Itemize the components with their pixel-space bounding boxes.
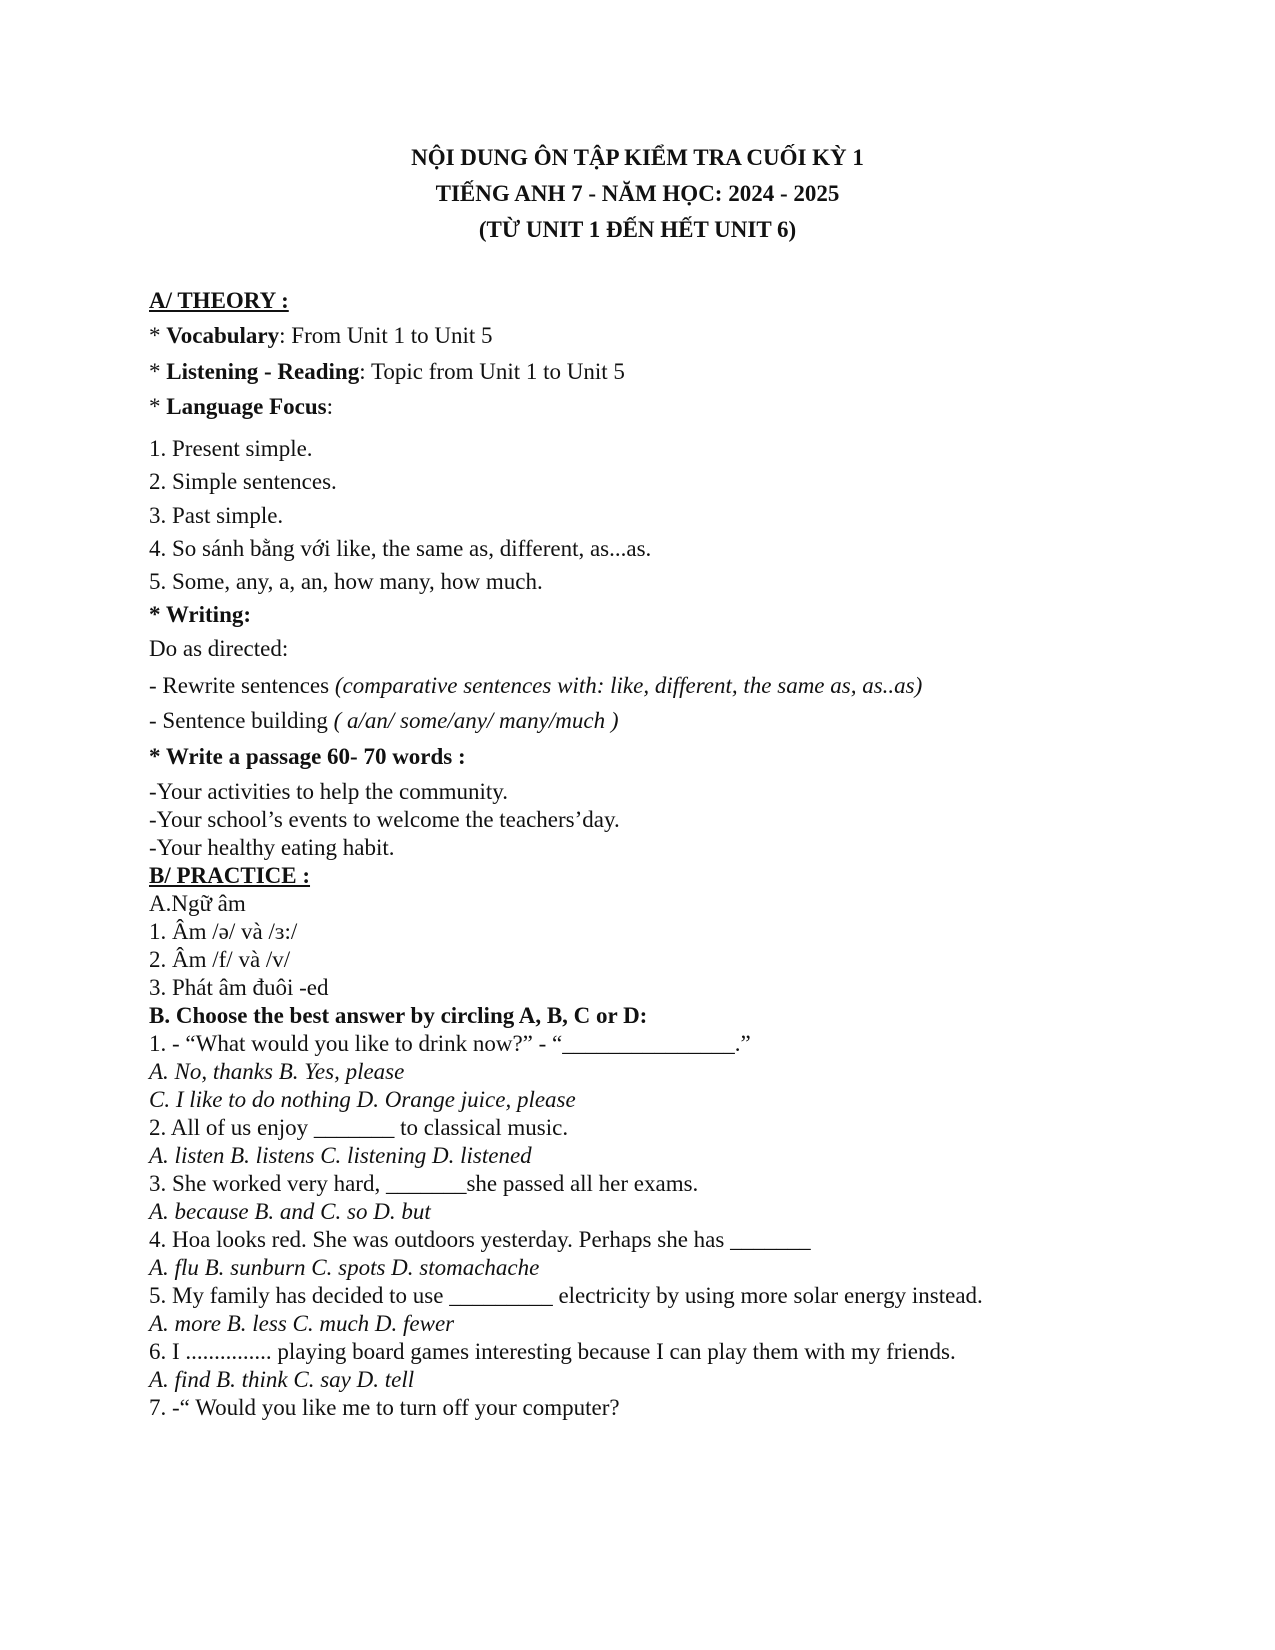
passage-topic: -Your activities to help the community. [149,779,509,804]
focus-item: 5. Some, any, a, an, how many, how much. [149,569,543,594]
phonetics-title: A.Ngữ âm [149,891,246,916]
answer-options: A. listen B. listens C. listening D. listened [149,1143,532,1168]
answer-options: C. I like to do nothing D. Orange juice, please [149,1087,576,1112]
rewrite-text: - Rewrite sentences [149,673,335,698]
phonetics-item: 1. Âm /ə/ và /ɜ:/ [149,919,298,944]
passage-topic: -Your school’s events to welcome the teachers’day. [149,807,620,832]
vocabulary-label: Vocabulary [166,323,280,348]
focus-item: 1. Present simple. [149,436,313,461]
answer-options: A. flu B. sunburn C. spots D. stomachache [149,1255,540,1280]
vocabulary-star: * [149,323,167,348]
choose-heading: B. Choose the best answer by circling A, B, C or D: [149,1003,648,1028]
do-as-directed: Do as directed: [149,636,289,661]
rewrite-note: (comparative sentences with: like, different, the same as, as..as) [334,673,923,698]
title-line-1: NỘI DUNG ÔN TẬP KIỂM TRA CUỐI KỲ 1 [411,145,864,170]
vocabulary-line [149,323,493,349]
language-focus-label: Language Focus [166,394,327,419]
language-focus-line [149,394,333,420]
question: 2. All of us enjoy _______ to classical music. [149,1115,569,1140]
listening-reading-label: Listening - Reading [166,359,360,384]
focus-item: 3. Past simple. [149,503,284,528]
theory-heading: A/ THEORY : [149,288,289,313]
focus-item: 2. Simple sentences. [149,469,337,494]
focus-item: 4. So sánh bằng với like, the same as, different, as...as. [149,536,652,561]
practice-heading: B/ PRACTICE : [149,863,311,888]
phonetics-item: 2. Âm /f/ và /v/ [149,947,291,972]
answer-options: A. find B. think C. say D. tell [149,1367,415,1392]
question: 7. -“ Would you like me to turn off your computer? [149,1395,620,1420]
question: 3. She worked very hard, _______she passed all her exams. [149,1171,699,1196]
listening-reading-star: * [149,359,167,384]
writing-heading: * Writing: [149,602,252,627]
building-text: - Sentence building [149,708,334,733]
sentence-building-line [149,708,619,734]
rewrite-sentences-line [149,673,922,699]
phonetics-item: 3. Phát âm đuôi -ed [149,975,329,1000]
listening-reading-line [149,359,625,385]
title-line-2: TIẾNG ANH 7 - NĂM HỌC: 2024 - 2025 [435,181,840,206]
passage-topic: -Your healthy eating habit. [149,835,395,860]
question: 1. - “What would you like to drink now?” - “_______________.” [149,1031,751,1056]
vocabulary-text: : From Unit 1 to Unit 5 [279,323,493,348]
answer-options: A. because B. and C. so D. but [149,1199,431,1224]
language-focus-text: : [326,394,334,419]
language-focus-star: * [149,394,167,419]
listening-reading-text: : Topic from Unit 1 to Unit 5 [359,359,625,384]
building-note: ( a/an/ some/any/ many/much ) [333,708,619,733]
answer-options: A. more B. less C. much D. fewer [149,1311,455,1336]
title-line-3: (TỪ UNIT 1 ĐẾN HẾT UNIT 6) [478,217,797,242]
question: 6. I ............... playing board games interesting because I can play them with my friends. [149,1339,956,1364]
question: 4. Hoa looks red. She was outdoors yesterday. Perhaps she has _______ [149,1227,811,1252]
answer-options: A. No, thanks B. Yes, please [149,1059,405,1084]
question: 5. My family has decided to use _________ electricity by using more solar energy instead. [149,1283,983,1308]
passage-heading: * Write a passage 60- 70 words : [149,744,466,769]
